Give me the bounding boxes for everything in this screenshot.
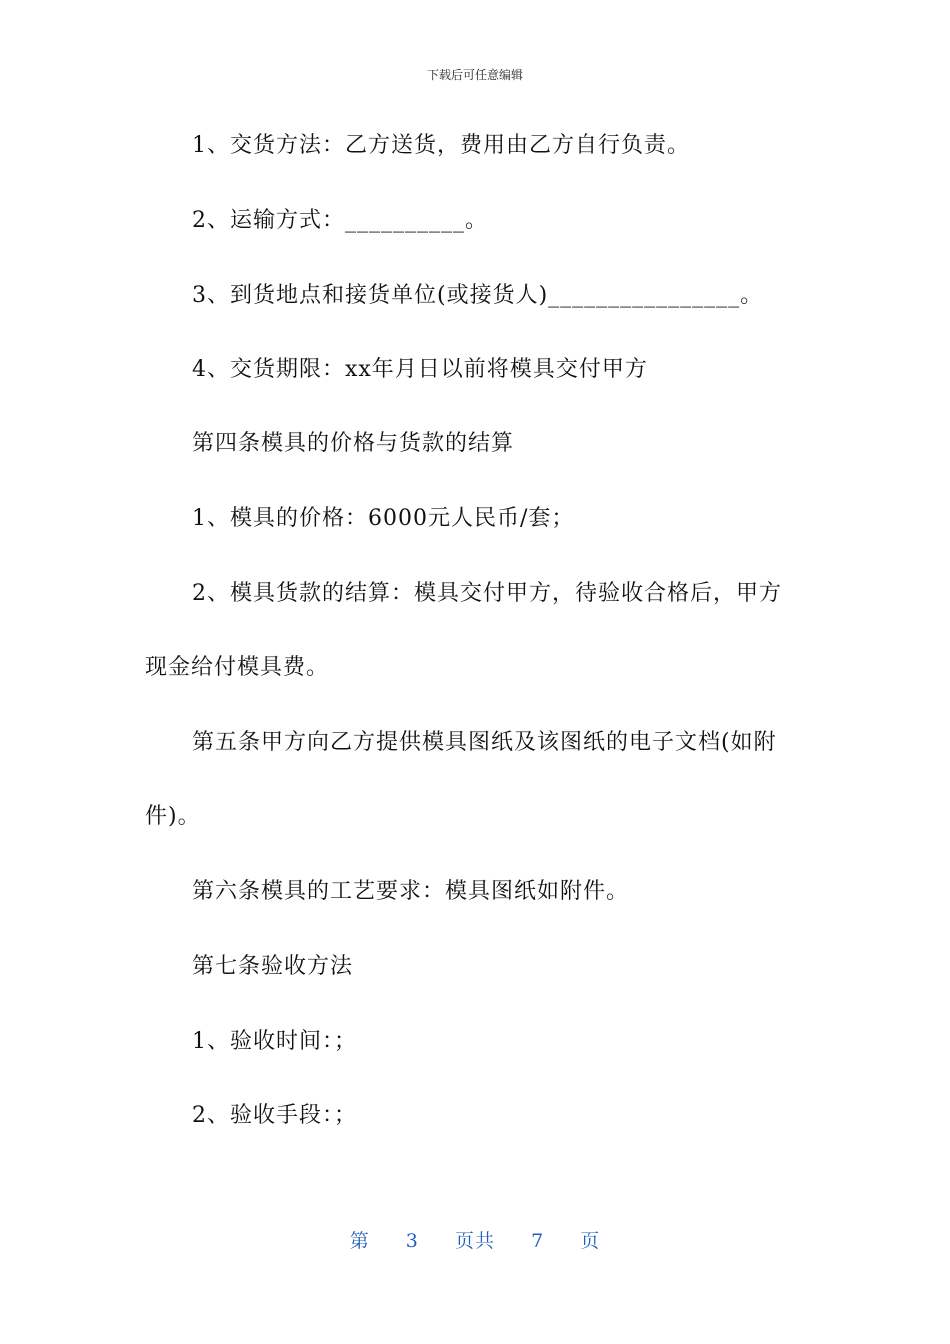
- footer-mid: 页共: [454, 1230, 495, 1252]
- paragraph-line-continued: 件)。: [145, 804, 201, 829]
- paragraph-line: 1、交货方法：乙方送货，费用由乙方自行负责。: [192, 133, 690, 158]
- section-heading: 第五条甲方向乙方提供模具图纸及该图纸的电子文档(如附: [192, 730, 777, 755]
- footer-suffix: 页: [580, 1230, 601, 1252]
- paragraph-line: 4、交货期限：xx年月日以前将模具交付甲方: [192, 357, 648, 382]
- paragraph-line: 2、验收手段：；: [192, 1103, 357, 1128]
- section-heading: 第六条模具的工艺要求：模具图纸如附件。: [192, 879, 630, 904]
- page-header-note: 下载后可任意编辑: [426, 68, 523, 82]
- total-pages-number: 7: [531, 1230, 545, 1252]
- paragraph-line: 1、模具的价格：6000元人民币/套；: [192, 506, 575, 531]
- footer-prefix: 第: [349, 1230, 370, 1252]
- page-footer: [0, 1226, 950, 1253]
- section-heading: 第七条验收方法: [192, 954, 354, 979]
- paragraph-line-continued: 现金给付模具费。: [145, 655, 330, 680]
- paragraph-line: 2、运输方式：__________。: [192, 208, 488, 233]
- current-page-number: 3: [405, 1230, 419, 1252]
- paragraph-line: 3、到货地点和接货单位(或接货人)________________。: [192, 283, 764, 308]
- paragraph-line: 1、验收时间：；: [192, 1029, 357, 1054]
- paragraph-line: 2、模具货款的结算：模具交付甲方，待验收合格后，甲方: [192, 581, 782, 606]
- section-heading: 第四条模具的价格与货款的结算: [192, 431, 515, 456]
